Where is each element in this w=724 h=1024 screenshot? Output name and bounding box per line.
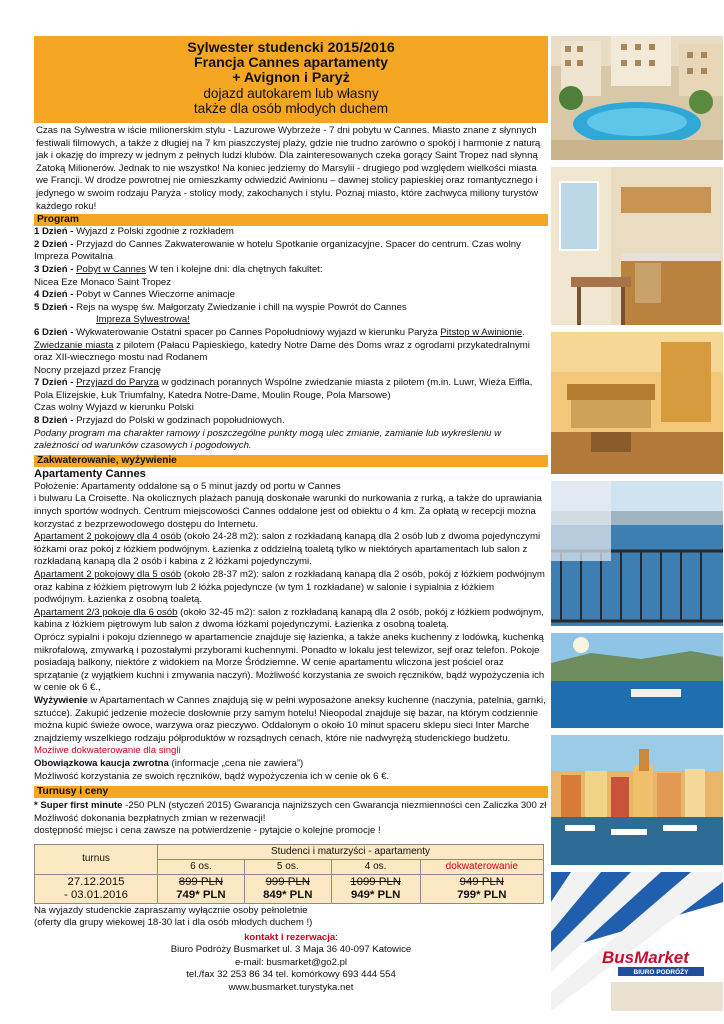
contact-block <box>34 932 548 994</box>
title-line-1: Sylwester studencki 2015/2016 <box>187 40 395 56</box>
price-cell <box>420 874 543 903</box>
day-label: 7 Dzień - <box>34 377 74 389</box>
new-price: 949* PLN <box>350 888 401 901</box>
day-text: w godzinach porannych Wspólne zwiedzanie miasta z pilotem (m.in. Luwr, Wieża Eiffla, Pola Elizejskie, Łuk Triumfalny, Katedra Notre-Dame, Moulin Rouge, Pola Marsowe) <box>34 377 533 401</box>
apartment-desc: (około 28-37 m2): salon z rozkładaną kanapą dla 2 osób, pokój z łóżkiem podwójnym oraz kabina z łóżkiem piętrowym lub 2 łóżka pojedyncze (w tym 1 rozkładane) w salonie i sypialnia z łóżkiem podwójnym. Łazienka z osobną toaletą. <box>34 569 545 606</box>
program-heading: Program <box>34 214 548 226</box>
apartment-kitchen-photo <box>551 167 723 325</box>
day-label: 3 Dzień - <box>34 263 74 275</box>
day-label: 2 Dzień - <box>34 238 74 250</box>
location-text: Położenie: Apartamenty oddalone są o 5 minut jazdy od portu w Cannes i bulwaru La Croisette. Na okolicznych plażach panują doskonałe warunki do nurkowania z rurką, a także do uprawiania innych sportów wodnych. Centrum miejscowości Cannes oddalone jest od obiektu o 4 km. Za opłatą w recepcji można korzystać z bezprzewodowego dostępu do Internetu. <box>34 480 542 530</box>
contact-email[interactable]: e-mail: busmarket@go2.pl <box>234 956 348 968</box>
day-text: Rejs na wyspę św. Małgorzaty Zwiedzanie i chill na wyspie Powrót do Cannes <box>73 301 407 313</box>
sfm-label: * Super first minute <box>34 800 123 812</box>
deposit-text <box>34 758 548 771</box>
old-price: 899 PLN <box>178 875 224 888</box>
deposit-label: Obowiązkowa kaucja zwrotna <box>34 757 169 769</box>
table-row <box>35 844 544 859</box>
price-cell <box>244 874 331 903</box>
subtitle-line-2: także dla osób młodych duchem <box>193 101 389 116</box>
apartment-type: Apartament 2 pokojowy dla 5 osób <box>34 569 182 580</box>
apartment-5-persons <box>34 569 548 607</box>
offer-column <box>34 36 548 994</box>
adults-only-note: Na wyjazdy studenckie zapraszamy wyłącznie osoby pełnoletnie <box>34 904 308 916</box>
food-desc: w Apartamentach w Cannes znajdują się w pełni wyposażone aneksy kuchenne (naczynia, patelnia, garnki, sztućce). Zakupić jedzenie możecie dosłownie przy samym hotelu! Nieopodal znajduje się bazar, na którym codziennie można kupić świeże owoce, warzywa oraz pieczywo. Oddalonym o około 10 minut spaceru sklepu sieci Inter Marche znajdziemy wszelkiego rodzaju półproduktów w rozsądnych cenach, które nie nadwyrężą studenckiego budżetu. <box>34 694 546 744</box>
saint-tropez-harbour-photo <box>551 735 723 865</box>
new-price: 749* PLN <box>176 888 226 901</box>
food-label: Wyżywienie <box>34 694 88 706</box>
program-day-1 <box>34 226 548 239</box>
age-group-note: (oferty dla grupy wiekowej 18-30 lat i dla osób młodych duchem !) <box>34 917 313 929</box>
day-text: z pilotem (Pałacu Papieskiego, katedry Notre Dame des Doms wraz z ogrodami przykatedralnymi oraz XII-wiecznego mostu nad Rodanem <box>34 339 530 364</box>
day-link: Zwiedzanie miasta <box>34 339 114 351</box>
prices-heading: Turnusy i ceny <box>34 786 548 798</box>
program-list <box>34 226 548 453</box>
col-header: dokwaterowanie <box>420 859 543 874</box>
contact-website[interactable]: www.busmarket.turystyka.net <box>228 981 354 993</box>
program-day-7-free: Czas wolny Wyjazd w kierunku Polski <box>34 402 194 414</box>
program-day-8 <box>34 415 548 428</box>
food-text <box>34 695 548 745</box>
day-link: Impreza Sylwestrowa! <box>96 314 190 326</box>
day-text: . <box>522 326 525 338</box>
new-price: 849* PLN <box>263 888 313 901</box>
busmarket-logo <box>598 943 708 977</box>
program-day-6-night: Nocny przejazd przez Francję <box>34 364 161 376</box>
new-price: 799* PLN <box>457 888 507 901</box>
deposit-desc: (informacje „cena nie zawiera”) <box>168 757 304 769</box>
coastline-photo <box>551 633 723 728</box>
turnus-cell <box>35 874 158 903</box>
balcony-sea-view-photo <box>551 481 723 626</box>
price-cell <box>158 874 245 903</box>
turnus-start: 27.12.2015 <box>67 875 125 888</box>
group-header: Studenci i maturzyści - apartamenty <box>158 844 544 859</box>
day-text: Przyjazd do Cannes Zakwaterowanie w hotelu Spotkanie organizacyjne. Spacer do centrum. Czas wolny Impreza Powitalna <box>34 238 521 263</box>
program-note: Podany program ma charakter ramowy i poszczególne punkty mogą ulec zmianie, zamianie lub wykreśleniu w zależności od warunków czasowych i pogodowych. <box>34 427 502 452</box>
title-line-3: + Avignon i Paryż <box>232 70 350 86</box>
program-day-4 <box>34 289 548 302</box>
table-row <box>35 874 544 903</box>
col-header: 6 os. <box>158 859 245 874</box>
intro-text: Czas na Sylwestra w iście milionerskim stylu - Lazurowe Wybrzeże - 7 dni pobytu w Cannes. Miasto znane z słynnych festiwali filmowych, a także z długiej na 7 km piaszczystej plaży, gdzie nie trudno zarówno o spokój i harmonie z naturą jak i okazję do imprezy w jednym z pełnych ludzi klubów. Dla zainteresowanych czeka gorący Saint Tropez nad słynną Zatoką Milionerów. Jednak to nie wszystko! Na koniec jedziemy do Marsylii - drugiego pod względem wielkości miasta we Francji. W drodze powrotnej nie omieszkamy odwiedzić Awinionu – dawnej stolicy papieskiej oraz romantycznego i jedynego w swoim rodzaju Paryża - stolicy mody, zakochanych i stylu. Poznaj miasto, które zachwyca miliony turystów każdego roku! <box>36 125 541 212</box>
apartment-type: Apartament 2 pokojowy dla 4 osób <box>34 531 182 543</box>
program-day-3 <box>34 264 548 277</box>
day-label: 6 Dzień - <box>34 326 74 338</box>
program-day-2 <box>34 239 548 264</box>
col-header: 5 os. <box>244 859 331 874</box>
turnus-header: turnus <box>35 844 158 874</box>
price-cell <box>331 874 420 903</box>
col-header: 4 os. <box>331 859 420 874</box>
day-label: 1 Dzień - <box>34 226 74 238</box>
hotel-pool-photo <box>551 36 723 160</box>
turnus-end: - 03.01.2016 <box>64 888 128 901</box>
title-line-2: Francja Cannes apartamenty <box>194 55 388 71</box>
contact-address: Biuro Podróży Busmarket ul. 3 Maja 36 40-097 Katowice <box>170 944 412 956</box>
program-day-5 <box>34 302 548 315</box>
logo-tagline: BIURO PODRÓŻY <box>633 969 689 976</box>
day-text: Wykwaterowanie Ostatni spacer po Cannes Popołudniowy wyjazd w kierunku Paryża <box>73 326 438 338</box>
contact-colon: : <box>335 932 338 944</box>
program-day-5-party <box>34 314 548 327</box>
program-day-3-excursions: Nicea Eze Monaco Saint Tropez <box>34 276 172 288</box>
day-link: Pobyt w Cannes <box>76 263 146 275</box>
beach-umbrella-photo <box>551 872 723 1011</box>
apartment-6-persons <box>34 607 548 632</box>
apartment-desc: (około 24-28 m2): salon z rozkładaną kanapą dla 2 osób lub z dwoma pojedynczymi łóżkami oraz pokój z łóżkiem podwójnym. Łazienka z oddzielną toaletą tylko w niektórych apartamentach lub salon z rozkładaną kanapą dla 2 osób i kabina z 2 łóżkami pojedynczymi. <box>34 531 541 568</box>
day-label: 4 Dzień - <box>34 289 74 301</box>
price-table <box>34 844 544 904</box>
day-text: Pobyt w Cannes Wieczorne animacje <box>73 289 236 301</box>
logo-wordmark: BusMarket <box>602 948 689 967</box>
old-price: 999 PLN <box>265 875 310 888</box>
sfm-text: -250 PLN (styczeń 2015) Gwarancja najniższych cen Gwarancja niezmienności cen Zaliczka 300 zł Możliwość dokonania bezpłatnych zmian w rezerwacji! <box>34 800 547 824</box>
accommodation-heading: Zakwaterowanie, wyżywienie <box>34 455 548 467</box>
apartment-living-room-photo <box>551 332 723 474</box>
apartment-4-persons <box>34 531 548 569</box>
program-day-7 <box>34 377 548 402</box>
contact-label: kontakt i rezerwacja <box>244 932 336 944</box>
subtitle-line-1: dojazd autokarem lub własny <box>203 86 379 101</box>
contact-phones: tel./fax 32 253 86 34 tel. komórkowy 693 444 554 <box>186 969 396 981</box>
super-first-minute <box>34 800 548 825</box>
old-price: 949 PLN <box>459 875 504 888</box>
contact-heading <box>34 932 548 944</box>
day-text: Przyjazd do Polski w godzinach popołudniowych. <box>73 415 285 427</box>
old-price: 1099 PLN <box>350 875 401 888</box>
single-note: Możliwe dokwaterowanie dla singli <box>34 745 181 757</box>
day-link: Pitstop w Awinionie <box>440 326 523 338</box>
day-text: W ten i kolejne dni: dla chętnych fakultet: <box>145 263 323 275</box>
apartments-title: Apartamenty Cannes <box>34 467 146 480</box>
program-day-6 <box>34 327 548 365</box>
apartment-desc: (około 32-45 m2): salon z rozkładaną kanapą dla 2 osób, pokój z łóżkiem podwójnym, kabina z łóżkiem piętrowym lub salon z dwoma łóżkami pojedynczymi. Łazienka z osobną toaletą. <box>34 606 544 631</box>
day-link: Przyjazd do Paryża <box>76 377 159 389</box>
day-text: Wyjazd z Polski zgodnie z rozkładem <box>73 226 234 238</box>
apartment-equipment: Oprócz sypialni i pokoju dziennego w apartamencie znajduje się łazienka, a także aneks kuchenny z lodówką, kuchenką mikrofalową, zmywarką i pozostałymi przyborami kuchennymi. Ponadto w lokalu jest telewizor, sejf oraz telefon. Pokoje posiadają balkony, niektóre z widokiem na Morze Śródziemne. W cenie apartamentu wliczona jest pościel oraz sprzątanie (z wyjątkiem kuchni i zmywania naczyń). Możliwość korzystania ze swoich ręczników, bądź wypożyczenia ich w cenie ok 6 €., <box>34 631 545 694</box>
towels-text: Możliwość korzystania ze swoich ręczników, bądź wypożyczenia ich w cenie ok 6 €. <box>34 770 390 782</box>
day-label: 8 Dzień - <box>34 415 74 427</box>
photo-column <box>551 36 723 1011</box>
apartment-type: Apartament 2/3 pokoje dla 6 osób <box>34 606 178 618</box>
availability-note: dostępność miejsc i cena zawsze na potwierdzenie - pytajcie o kolejne promocje ! <box>34 825 381 837</box>
title-box <box>34 36 548 123</box>
day-label: 5 Dzień - <box>34 301 74 313</box>
